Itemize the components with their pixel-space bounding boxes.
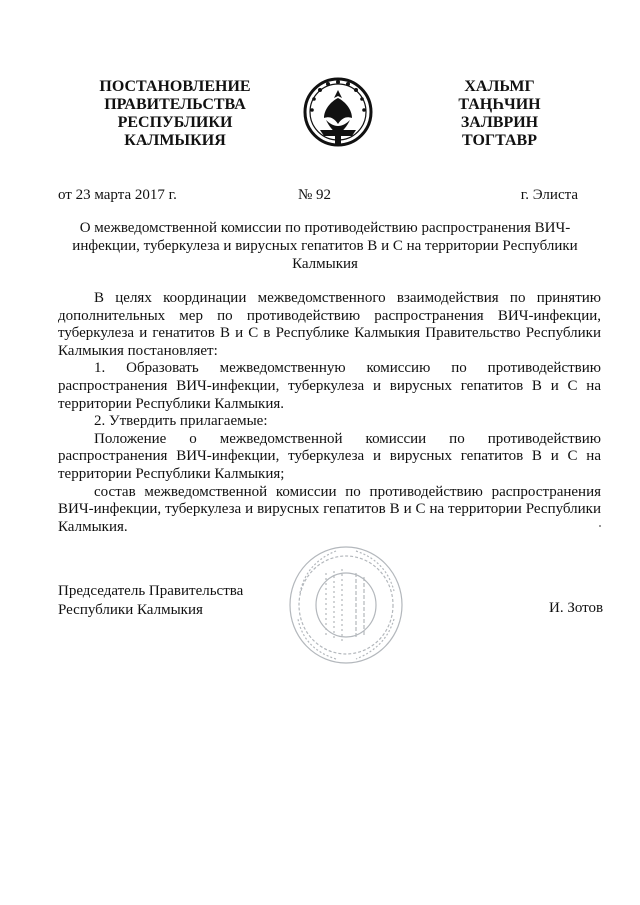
header-left-title (85, 78, 265, 150)
signatory-name: И. Зотов (549, 600, 604, 616)
body-paragraph: состав межведомственной комиссии по противодействию распространения ВИЧ-инфекции, туберкулеза и вирусных гепатитов В и С на территории Республики Калмыкия. (58, 483, 601, 535)
signatory-position-line: Председатель Правительства (58, 583, 244, 599)
document-meta (58, 187, 578, 205)
document-header (0, 78, 640, 158)
document-date: от 23 марта 2017 г. (58, 187, 177, 203)
document-city: г. Элиста (520, 187, 578, 203)
header-left-line: КАЛМЫКИЯ (124, 132, 226, 149)
body-paragraph: 2. Утвердить прилагаемые: (94, 413, 268, 430)
document-title: О межведомственной комиссии по противодействию распространения ВИЧ-инфекции, туберкулеза и вирусных гепатитов В и С на территории Республики Калмыкия (72, 220, 578, 272)
header-left-line: ПРАВИТЕЛЬСТВА (104, 96, 246, 113)
body-paragraph: 1. Образовать межведомственную комиссию по противодействию распространения ВИЧ-инфекции, туберкулеза и вирусных гепатитов В и С на территории Республики Калмыкия. (58, 360, 601, 412)
header-left-line: ПОСТАНОВЛЕНИЕ (99, 78, 251, 95)
header-right-line: ЗАЛВРИН (460, 114, 539, 131)
document-number: № 92 (298, 187, 332, 203)
header-right-title (437, 78, 562, 150)
kalmykia-coat-of-arms-icon (302, 72, 374, 150)
body-paragraph: В целях координации межведомственного взаимодействия по принятию дополнительных мер по противодействию распространения ВИЧ-инфекции, туберкулеза и генатитов В и С в Республике Калмыкия Правительство Республики Калмыкия постановляет: (58, 290, 601, 359)
header-left-line: РЕСПУБЛИКИ (117, 114, 233, 131)
header-right-line: ХАЛЬМГ (464, 78, 535, 95)
header-right-line: ТОГТАВР (462, 132, 537, 149)
signatory-position (58, 582, 243, 620)
document-body (58, 290, 601, 536)
body-paragraph: Положение о межведомственной комиссии по противодействию распространения ВИЧ-инфекции, туберкулеза и вирусных гепатитов В и С на территории Республики Калмыкия; (58, 430, 601, 482)
header-right-line: ТАҢҺЧИН (458, 96, 541, 113)
official-seal-stamp-icon (286, 543, 406, 667)
stray-mark (599, 525, 601, 527)
signatory-position-line: Республики Калмыкия (58, 602, 203, 618)
